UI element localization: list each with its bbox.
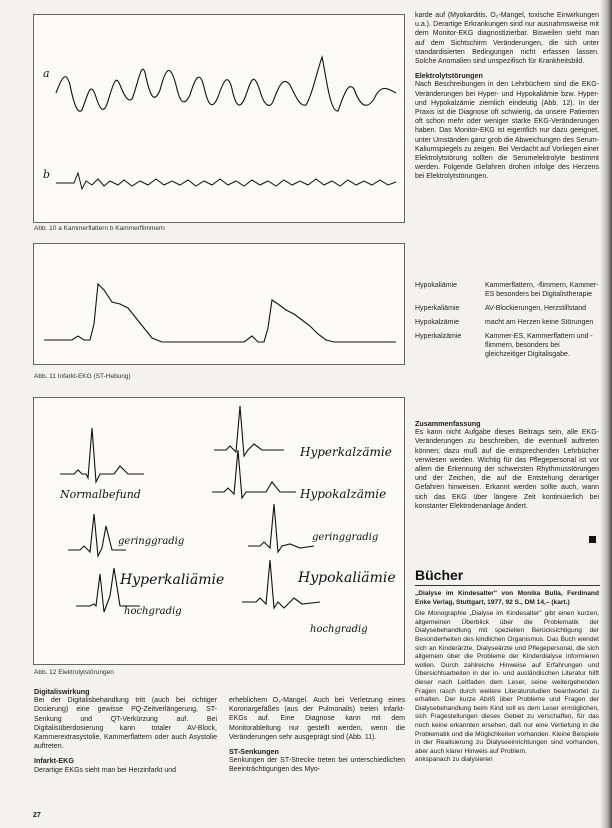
table-key: Hypokaliämie xyxy=(415,282,458,289)
label-normalbefund: Normalbefund xyxy=(60,488,141,501)
table-row xyxy=(415,332,599,359)
para-zusammenfassung: Es kann nicht Aufgabe dieses Beitrags sein, alle EKG-Veränderungen zu beschreiben, die eventuell auftreten können; dazu muß auf die entsprechenden Lehrbücher verwiesen werden. Wichtig für das Pflegepersonal ist vor allem die Erkennung der schwersten Rhythmusstörungen und der Zeichen, die auf die Entstehung derartiger Gefahren hinweisen. Erkannt werden sollte auch, wann sich das EKG über längere Zeit kontinuierlich bei konstanter Elektrodenanlage ändert. xyxy=(415,429,599,510)
figure-11 xyxy=(33,243,405,365)
fig10-label-b: b xyxy=(43,168,51,181)
label-hypokaliaemie: Hypokaliämie xyxy=(298,570,396,586)
label-hochgradig-1: hochgradig xyxy=(124,606,182,617)
book-reference: „Dialyse im Kindesalter" von Monika Bulla, Ferdinand Enke Verlag, Stuttgart, 1977, 92 S., DM 14,– (kart.) xyxy=(415,590,599,606)
table-value: AV-Blockierungen, Herzstillstand xyxy=(485,305,587,312)
figure-12-ecg xyxy=(34,398,404,664)
divider xyxy=(415,585,600,586)
para-book-tail: ankspanach zu dialysieren xyxy=(415,756,493,764)
fig11-caption: Abb. 11 Infarkt-EKG (ST-Hebung) xyxy=(34,373,131,380)
para-book-review: Die Monographie „Dialyse im Kindesalter" gibt einen kurzen, allgemeinen Überblick über die Problematik der Dialysebehandlung mit speziellen Berücksichtigung der Besonderheiten des kindlichen Organismus. Das Buch wendet sich an Kinderärzte, Dialyseärzte und Pflegepersonal, die sich allgemein über die Probleme der Kinderdialyse informieren wollen. Durch zahlreiche Hinweise auf Erfahrungen und Übersichtsarbeiten in der in- und ausländischen Literatur hilft dieser nach Leitfaden dem Leser, seine weitergehenden Fragen rasch durch weitere Literaturstudien beantwortet zu erhalten. Der kurze Abriß über Probleme und Fragen der Dialysebehandlung beim Kind soll es dem Leser ermöglichen, sich Fragestellungen dieses Gebiet zu verschaffen, für das noch keine erkannten ersehen, daß nur eine Vertiefung in die Problematik und die Möglichkeiten vorhanden. Kleine Beispiele in der Realisierung zu Dialyseeinrichtungen sind vorhanden, aber auch klarer Hinweis auf Problem. xyxy=(415,610,600,755)
table-key: Hyperkalzämie xyxy=(415,333,462,340)
figure-10 xyxy=(33,14,405,223)
heading-buecher: Bücher xyxy=(415,567,464,583)
table-value: Kammerflattern, -flimmern, Kammer-ES besonders bei Digitalistherapie xyxy=(485,282,599,298)
para-st-senkungen: Senkungen der ST-Strecke treten bei unterschiedlichen Beeinträchtigungen des Myo- xyxy=(229,757,405,774)
table-value: Kammer-ES, Kammerflattern und -flimmern, besonders bei gleichzeitiger Digitalisgabe. xyxy=(485,333,593,358)
label-hyperkaliaemie: Hyperkaliämie xyxy=(120,572,225,588)
ecg-normal xyxy=(60,428,144,482)
ecg-trace-infarkt xyxy=(44,284,396,342)
ecg-hypokali-gering xyxy=(248,504,314,552)
elektrolyt-table xyxy=(415,281,599,359)
para-infarkt-ekg: Derartige EKGs sieht man bei Herzinfarkt und xyxy=(34,766,177,774)
ecg-hypokalzaemie xyxy=(212,450,296,498)
para-infarkt-cont: erheblichem O₂-Mangel. Auch bei Verletzung eines Koronargefäßes (aus der Pulmonalis) treten Infarkt-EKGs auf. Eine Diagnose kann mit dem Monitorableitung nur gestellt werden, wenn die Veränderungen sehr ausgeprägt sind (Abb. 11). xyxy=(229,697,405,741)
label-hypokalzaemie: Hypokalzämie xyxy=(300,487,387,501)
figure-11-ecg xyxy=(34,244,404,364)
heading-st-senkungen: ST-Senkungen xyxy=(229,747,279,757)
right-column-books xyxy=(415,590,599,765)
left-column-text xyxy=(34,687,217,775)
right-column-summary xyxy=(415,419,599,511)
para-digitaliswirkung: Bei der Digitalisbehandlung tritt (auch bei richtiger Dosierung) eine gewisse PQ-Zeitverlängerung, ST-Senkung und QT-Verkürzung auf. Bei Digitalisüberdosierung kann totaler AV-Block, Kammerextrasystolie, Kammerflattern oder auch Asystolie auftreten. xyxy=(34,697,217,751)
table-value: macht am Herzen keine Störungen xyxy=(485,319,594,326)
heading-digitaliswirkung: Digitaliswirkung xyxy=(34,687,90,696)
table-key: Hypokalzämie xyxy=(415,319,459,326)
table-row xyxy=(415,281,599,299)
fig12-caption: Abb. 12 Elektrolytstörungen xyxy=(34,669,114,676)
ecg-hyperkalzaemie xyxy=(214,406,284,456)
para-elektrolytstoerungen: Nach Beschreibungen in den Lehrbüchern sind die EKG-Veränderungen bei Hyper- und Hypokaliämie bzw. Hyper- und Hypokalzämie ziemlich eindeutig (Abb. 12). In der Praxis ist die Diagnose oft schwierig, da unsere Patienten oft schon mehr oder weniger starke EKG-Veränderungen haben. Das Monitor-EKG ist eigentlich nur dazu geeignet, unter Umständen ganz grob die Abweichungen des Serum-Kaliumspiegels zu zeigen. Bei Verdacht auf Vorliegen einer Elektrolytstörung sollten die Serumelektrolyte bestimmt werden. Folgende Gefahren drohen infolge des Herzens bei Elektrolytstörungen. xyxy=(415,81,599,181)
label-hochgradig-2: hochgradig xyxy=(310,624,368,635)
table-row xyxy=(415,318,599,327)
page-shadow-edge xyxy=(600,0,612,828)
ecg-hyperkali-gering xyxy=(68,514,126,556)
page-number: 27 xyxy=(33,812,41,819)
figure-10-ecg xyxy=(34,15,404,222)
heading-infarkt-ekg: Infarkt-EKG xyxy=(34,756,74,766)
middle-column-text xyxy=(229,696,405,775)
figure-12 xyxy=(33,397,405,665)
table-row xyxy=(415,304,599,313)
label-geringgradig-2: geringgradig xyxy=(312,532,379,543)
fig10-caption: Abb. 10 a Kammerflattern b Kammerflimmern xyxy=(34,225,165,232)
heading-zusammenfassung: Zusammenfassung xyxy=(415,419,481,428)
right-column-top xyxy=(415,11,599,182)
para-right-top: karde auf (Myokarditis, O₂-Mangel, toxische Einwirkungen u.a.). Derartige Erkrankungen sind nur ausnahmsweise mit dem Monitor-EKG diagnostizierbar. Bisweilen sieht man auf dem Sichtschirm Veränderungen, die sich unter standardisierten Bedingungen nicht erfassen lassen. Solche Anomalien sind unspezifisch für Krankheitsbild. xyxy=(415,12,599,66)
ecg-trace-kammerflimmern xyxy=(56,173,396,189)
fig10-label-a: a xyxy=(43,67,50,80)
label-geringgradig-1: geringgradig xyxy=(118,536,185,547)
ecg-trace-kammerflattern xyxy=(56,57,396,111)
label-hyperkalzaemie: Hyperkalzämie xyxy=(300,445,392,459)
table-key: Hyperkaliämie xyxy=(415,305,460,312)
heading-elektrolytstoerungen: Elektrolytstörungen xyxy=(415,71,483,81)
end-of-article-mark xyxy=(589,536,596,543)
